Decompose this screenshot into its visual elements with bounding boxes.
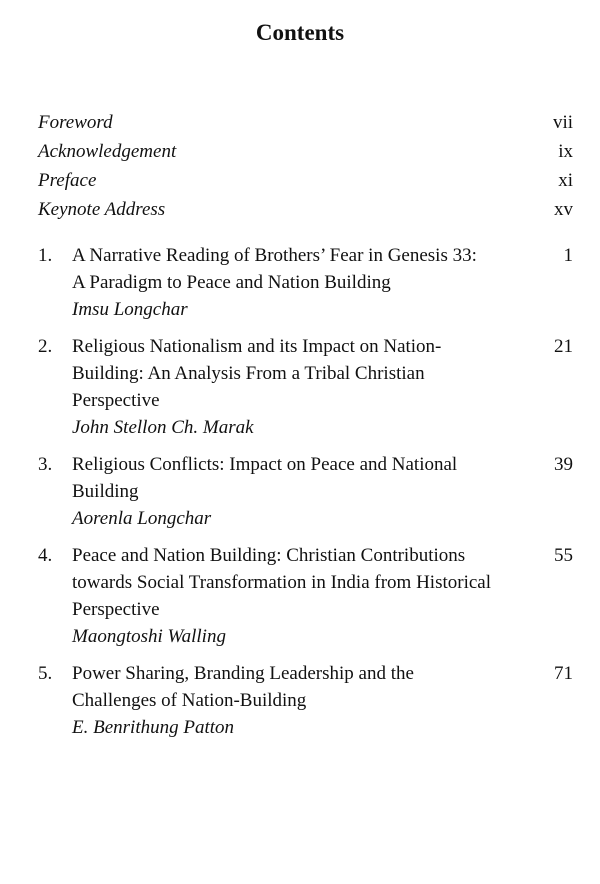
chapter-author: Maongtoshi Walling xyxy=(72,626,226,647)
front-matter-item-keynote-address xyxy=(38,195,573,224)
front-matter-item-acknowledgement xyxy=(38,137,573,166)
chapter-number: 1. xyxy=(38,245,53,266)
chapter-page: 71 xyxy=(554,663,573,684)
chapter-title-line: Religious Conflicts: Impact on Peace and National xyxy=(72,454,458,475)
chapter-title-line: Challenges of Nation-Building xyxy=(72,690,307,711)
chapter-entry-5 xyxy=(38,660,573,741)
chapter-entry-4 xyxy=(38,542,573,650)
chapter-body xyxy=(72,660,549,741)
chapter-page: 21 xyxy=(554,336,573,357)
chapter-author: E. Benrithung Patton xyxy=(72,717,235,738)
chapter-title-line: Perspective xyxy=(72,390,160,411)
chapter-title-line: Peace and Nation Building: Christian Contributions xyxy=(72,545,466,566)
front-matter-title: Foreword xyxy=(38,112,113,133)
chapter-author: Imsu Longchar xyxy=(72,299,188,320)
chapter-page: 1 xyxy=(563,245,573,266)
chapter-entry-1 xyxy=(38,242,573,323)
chapter-body xyxy=(72,242,549,323)
chapter-body xyxy=(72,333,549,441)
chapter-list xyxy=(38,242,573,751)
chapter-number: 4. xyxy=(38,545,53,566)
chapter-title-line: Building xyxy=(72,481,139,502)
chapter-number: 2. xyxy=(38,336,53,357)
chapter-page: 39 xyxy=(554,454,573,475)
front-matter-title: Preface xyxy=(38,170,97,191)
front-matter-page: xv xyxy=(554,199,573,220)
chapter-body xyxy=(72,542,549,650)
chapter-title-line: A Paradigm to Peace and Nation Building xyxy=(72,272,391,293)
chapter-page: 55 xyxy=(554,545,573,566)
front-matter-title: Acknowledgement xyxy=(38,141,177,162)
front-matter-page: xi xyxy=(558,170,573,191)
chapter-entry-3 xyxy=(38,451,573,532)
chapter-title-line: towards Social Transformation in India from Historical xyxy=(72,572,491,593)
chapter-author: John Stellon Ch. Marak xyxy=(72,417,254,438)
chapter-title-line: Building: An Analysis From a Tribal Christian xyxy=(72,363,425,384)
front-matter-page: vii xyxy=(552,112,573,133)
chapter-body xyxy=(72,451,549,532)
front-matter-item-foreword xyxy=(38,108,573,137)
front-matter-page: ix xyxy=(558,141,573,162)
chapter-title-line: A Narrative Reading of Brothers’ Fear in Genesis 33: xyxy=(72,245,477,266)
front-matter-list xyxy=(38,108,573,224)
chapter-number: 5. xyxy=(38,663,53,684)
front-matter-title: Keynote Address xyxy=(38,199,166,220)
front-matter-item-preface xyxy=(38,166,573,195)
chapter-author: Aorenla Longchar xyxy=(72,508,212,529)
page-title: Contents xyxy=(255,20,345,45)
chapter-title-line: Power Sharing, Branding Leadership and the xyxy=(72,663,414,684)
chapter-entry-2 xyxy=(38,333,573,441)
chapter-title-line: Perspective xyxy=(72,599,160,620)
chapter-number: 3. xyxy=(38,454,53,475)
chapter-title-line: Religious Nationalism and its Impact on Nation- xyxy=(72,336,442,357)
